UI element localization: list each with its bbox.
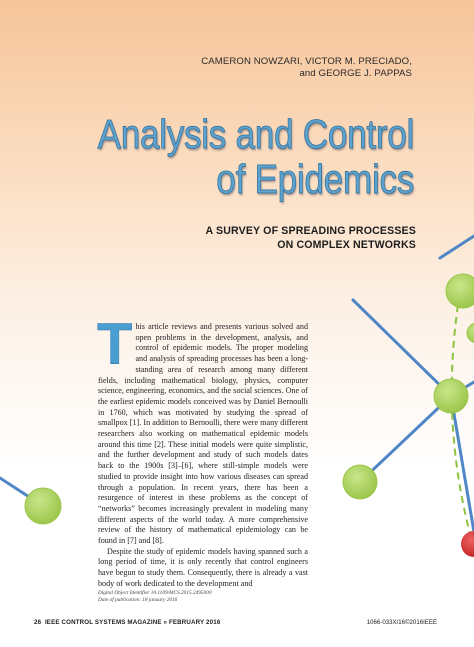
- subtitle-line: A SURVEY OF SPREADING PROCESSES: [205, 225, 416, 237]
- article-body: [97, 312, 308, 590]
- network-edge: [440, 236, 474, 258]
- publication-info: [98, 590, 318, 604]
- subtitle-line: ON COMPLEX NETWORKS: [277, 239, 416, 251]
- network-node: [25, 488, 61, 524]
- publication-date: Date of publication: 18 january 2016: [98, 597, 178, 603]
- footer-separator: »: [163, 619, 168, 626]
- page-number: 26: [34, 619, 42, 626]
- network-node: [446, 274, 474, 308]
- network-edge: [353, 300, 451, 396]
- network-edge: [451, 396, 474, 532]
- article-subtitle: [206, 224, 417, 252]
- author-line: CAMERON NOWZARI, VICTOR M. PRECIADO,: [201, 56, 412, 67]
- network-node: [343, 465, 377, 499]
- body-paragraph: Despite the study of epidemic models having spanned such a long period of time, it is only recently that control engineers have begun to study them. Consequently, there is already a vast body of work dedicated to the development and: [98, 546, 308, 588]
- page-footer: [34, 619, 220, 626]
- issue-date: FEBRUARY 2016: [168, 619, 221, 626]
- paragraph-text: his article reviews and presents various solved and open problems in the development, analysis, and control of epidemic models. The proper modeling and analysis of spreading processes has been a long-standing area of research among many different fields, including mathematical biology, physics, computer science, engineering, economics, and the social sciences. One of the earliest epidemic models conceived was by Daniel Bernoulli in 1760, which was motivated by studying the spread of smallpox [1]. In addition to Bernoulli, there were many different researchers also working on mathematical epidemic models around this time [2]. These initial models were quite simplistic, and the further development and study of such models dates back to the 1900s [3]–[6], where still-simple models were studied to provide insight into how various diseases can spread through a population. In recent years, there has been a resurgence of interest in these problems as the concept of “networks” becomes increasingly prevalent in modeling many different aspects of the world today. A more comprehensive review of the history of mathematical epidemiology can be found in [7] and [8].: [98, 322, 308, 546]
- network-node: [434, 379, 468, 413]
- issn-code: 1066-033X/16©2016IEEE: [366, 619, 437, 626]
- title-line: of Epidemics: [216, 156, 414, 202]
- author-line: and GEORGE J. PAPPAS: [299, 68, 412, 79]
- article-title: [97, 112, 414, 202]
- body-paragraph: [97, 312, 308, 547]
- drop-cap: T: [97, 312, 133, 377]
- network-edge: [360, 396, 451, 482]
- network-node: [467, 323, 474, 343]
- network-node-infected: [461, 531, 474, 557]
- doi-line: Digital Object Identifier 10.1109/MCS.2015.2495000: [98, 590, 212, 596]
- author-byline: [201, 56, 412, 80]
- magazine-name: IEEE CONTROL SYSTEMS MAGAZINE: [44, 619, 162, 626]
- title-line: Analysis and Control: [97, 111, 414, 157]
